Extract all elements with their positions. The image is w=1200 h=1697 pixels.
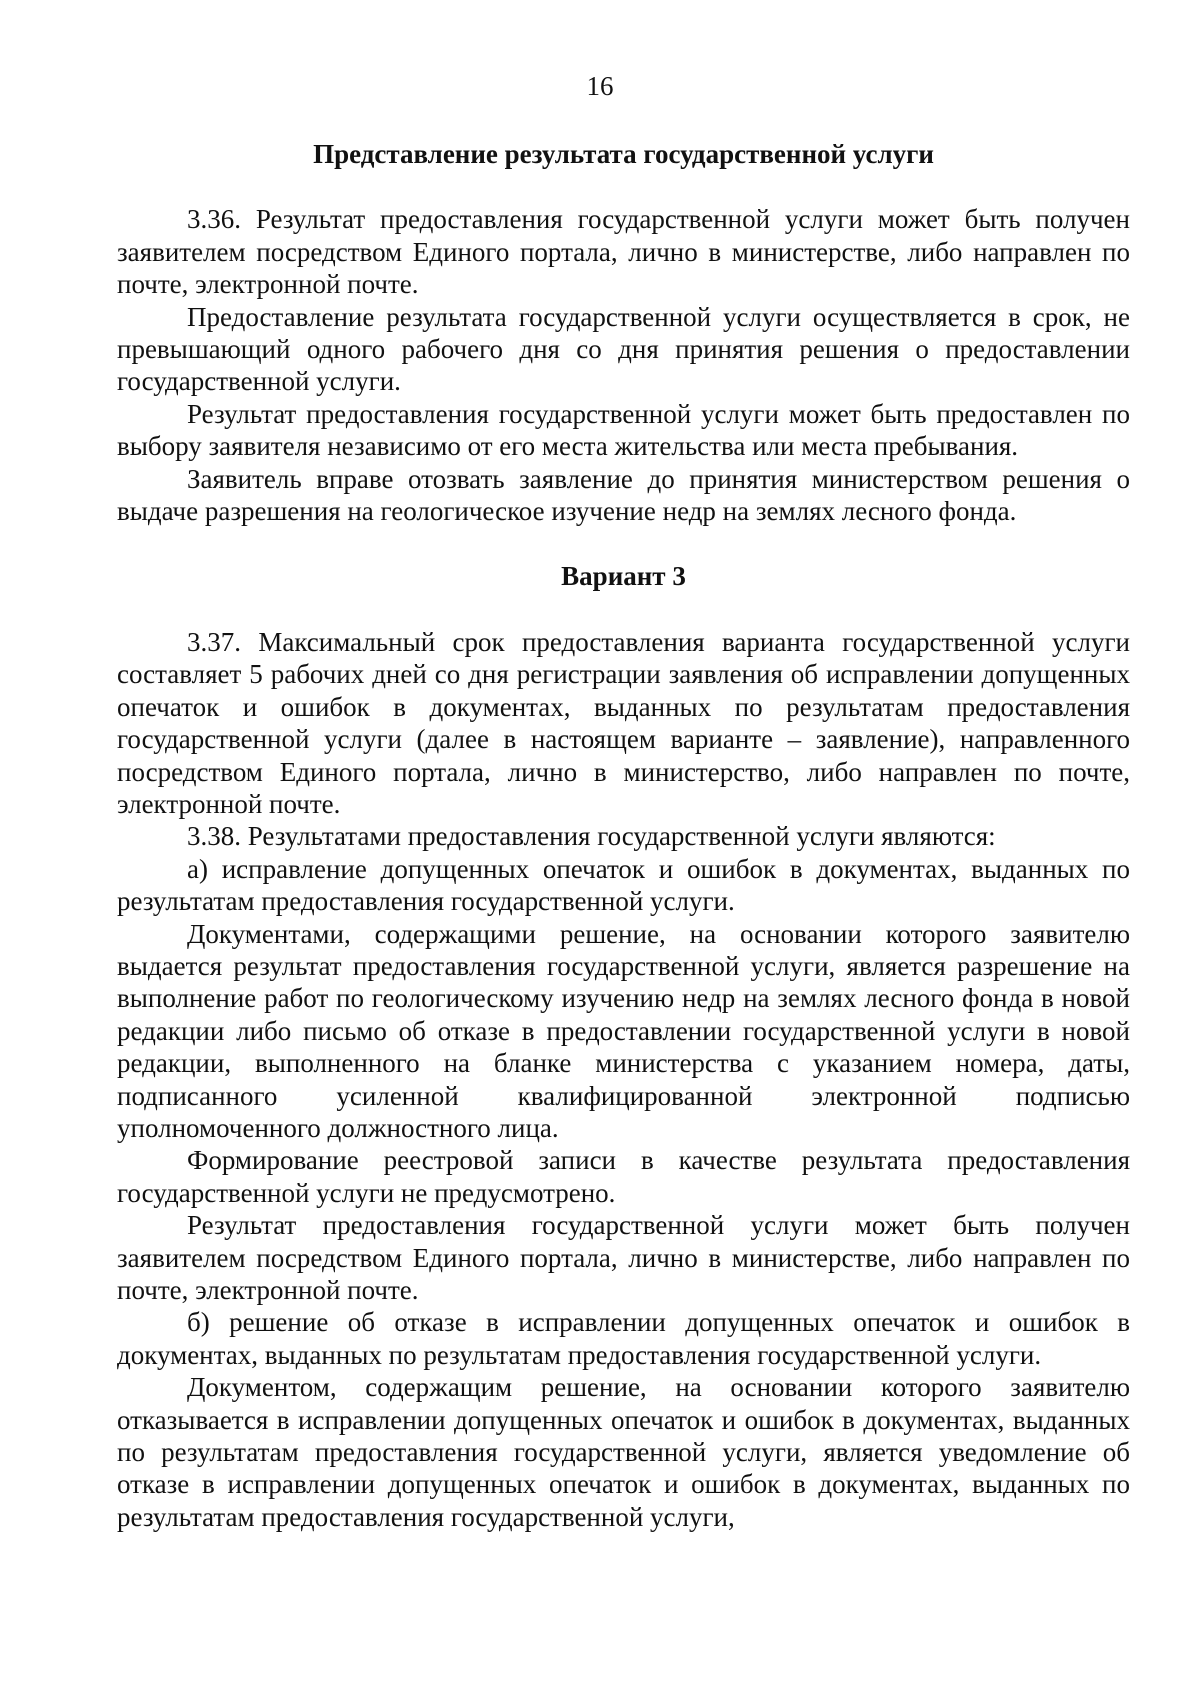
- paragraph-3-36: 3.36. Результат предоставления государственной услуги может быть получен заявителем посредством Единого портала, лично в министерстве, либо направлен по почте, электронной почте.: [117, 204, 1130, 300]
- section-heading-variant-3: Вариант 3: [561, 561, 686, 592]
- paragraph-result-delivery: Результат предоставления государственной услуги может быть получен заявителем посредством Единого портала, лично в министерстве, либо направлен по почте, электронной почте.: [117, 1210, 1130, 1305]
- section-heading-result-presentation: Представление результата государственной услуги: [313, 139, 934, 169]
- paragraph-item-b: б) решение об отказе в исправлении допущенных опечаток и ошибок в документах, выданных по результатам предоставления государственной услуги.: [117, 1307, 1130, 1370]
- paragraph-3-37: 3.37. Максимальный срок предоставления варианта государственной услуги составляет 5 рабочих дней со дня регистрации заявления об исправлении допущенных опечаток и ошибок в документах, выданных по результатам предоставления государственной услуги (далее в настоящем варианте – заявление), направленного посредством Единого портала, лично в министерство, либо направлен по почте, электронной почте.: [117, 626, 1130, 819]
- document-body: [117, 138, 1130, 1533]
- page-number: 16: [586, 71, 614, 101]
- paragraph-withdraw-application: Заявитель вправе отозвать заявление до принятия министерством решения о выдаче разрешения на геологическое изучение недр на землях лесного фонда.: [117, 463, 1130, 527]
- paragraph-item-a: а) исправление допущенных опечаток и ошибок в документах, выданных по результатам предоставления государственной услуги.: [117, 853, 1130, 917]
- paragraph-registry-record: Формирование реестровой записи в качестве результата предоставления государственной услуги не предусмотрено.: [117, 1145, 1130, 1208]
- paragraph-refusal-document: Документом, содержащим решение, на основании которого заявителю отказывается в исправлении допущенных опечаток и ошибок в документах, выданных по результатам предоставления государственной услуги, является уведомление об отказе в исправлении допущенных опечаток и ошибок в документах, выданных по результатам предоставления государственной услуги,: [117, 1372, 1130, 1532]
- paragraph-documents-decision: Документами, содержащими решение, на основании которого заявителю выдается результат предоставления государственной услуги, является разрешение на выполнение работ по геологическому изучению недр на землях лесного фонда в новой редакции либо письмо об отказе в предоставлении государственной услуги в новой редакции, выполненного на бланке министерства с указанием номера, даты, подписанного усиленной квалифицированной электронной подписью уполномоченного должностного лица.: [117, 918, 1130, 1143]
- paragraph-3-38: 3.38. Результатами предоставления государственной услуги являются:: [187, 821, 996, 852]
- paragraph-result-by-choice: Результат предоставления государственной услуги может быть предоставлен по выбору заявителя независимо от его места жительства или места пребывания.: [117, 398, 1130, 462]
- paragraph-result-deadline: Предоставление результата государственной услуги осуществляется в срок, не превышающий одного рабочего дня со дня принятия решения о предоставлении государственной услуги.: [117, 301, 1130, 397]
